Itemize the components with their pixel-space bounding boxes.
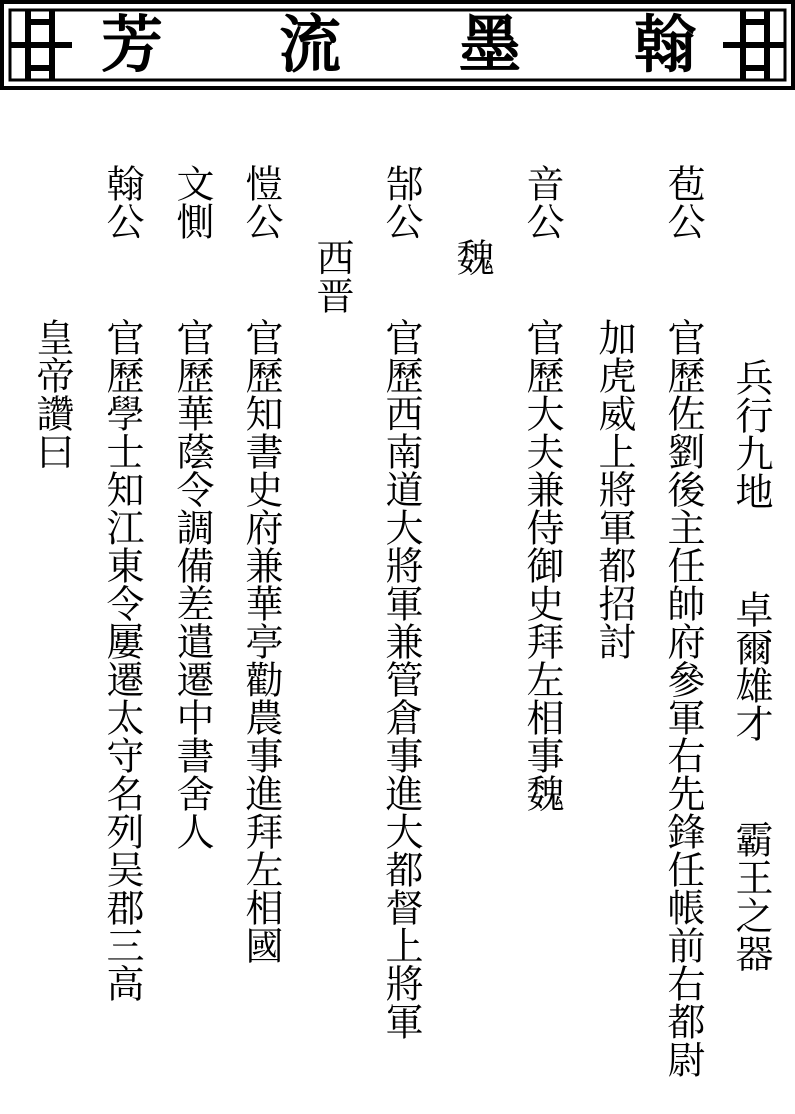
verse-phrase-1: 兵行九地 (729, 358, 773, 510)
verse-phrase-3: 霸王之器 (729, 820, 773, 972)
biography-gao: 官歷西南道大將軍兼管倉事進大都督上將軍 (379, 318, 423, 1040)
left-fret-ornament (10, 10, 72, 80)
biography-bao: 官歷佐劉後主任帥府參軍右先鋒任帳前右都尉 (661, 318, 705, 1078)
biography-bao-cont: 加虎威上將軍都招討 (592, 318, 636, 660)
title-char-3: 墨 (458, 8, 521, 81)
dynasty-heading-wei: 魏 (450, 238, 494, 276)
title-char-2: 流 (278, 8, 341, 81)
header-banner (0, 0, 795, 92)
title-char-4: 翰 (633, 8, 696, 81)
right-fret-ornament (723, 10, 785, 80)
biography-kai: 官歷知書史府兼華亭勸農事進拜左相國 (239, 318, 283, 964)
person-name-kai: 愷公 (239, 164, 283, 240)
person-name-han: 翰公 (100, 164, 144, 240)
person-name-wence: 文惻 (170, 164, 214, 240)
biography-yin: 官歷大夫兼侍御史拜左相事魏 (520, 318, 564, 812)
biography-han: 官歷學士知江東令屢遷太守名列吴郡三高 (100, 318, 144, 1002)
biography-wence: 官歷華蔭令調備差遣遷中書舍人 (170, 318, 214, 850)
verse-phrase-2: 卓爾雄才 (729, 590, 773, 742)
dynasty-heading-xijin: 西晋 (310, 238, 354, 314)
person-name-yin: 音公 (520, 164, 564, 240)
person-name-bao: 苞公 (661, 164, 705, 240)
person-name-gao: 郜公 (379, 164, 423, 240)
imperial-eulogy-heading: 皇帝讚曰 (30, 318, 74, 470)
title-char-1: 芳 (100, 8, 163, 81)
